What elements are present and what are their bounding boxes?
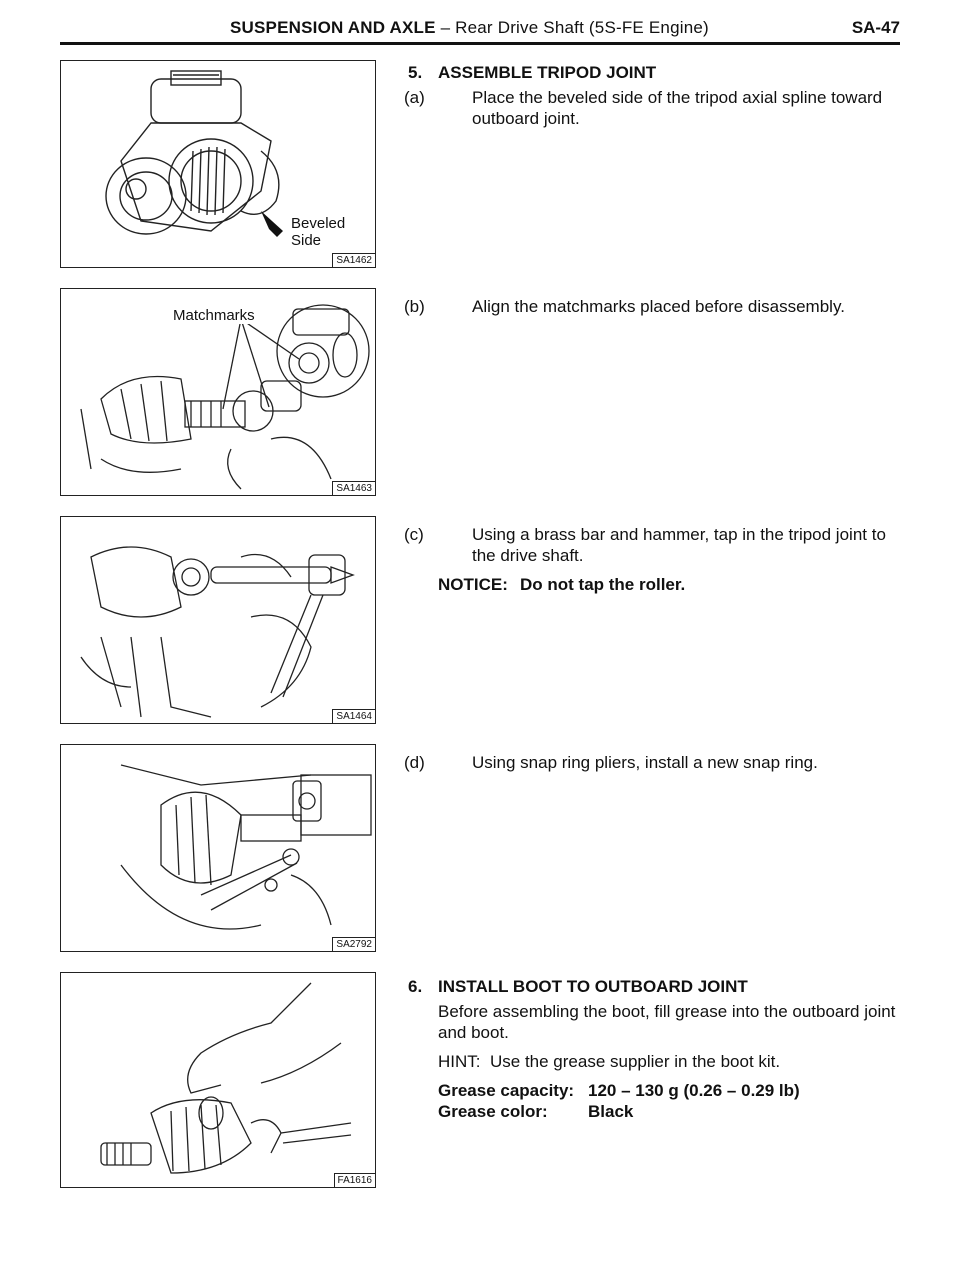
step-5c-text: Using a brass bar and hammer, tap in the tripod joint to the drive shaft. bbox=[472, 525, 886, 565]
grease-capacity-label: Grease capacity: bbox=[438, 1081, 575, 1100]
figure-matchmarks bbox=[60, 288, 376, 496]
beveled-side-arrow bbox=[261, 211, 283, 237]
boot-grease-illustration bbox=[61, 973, 375, 1187]
header-rule bbox=[60, 42, 900, 45]
step-5b-text: Align the matchmarks placed before disassembly. bbox=[472, 297, 845, 316]
step-5b bbox=[404, 296, 908, 317]
step-5b-row bbox=[404, 296, 908, 317]
section-title-sub: – Rear Drive Shaft (5S-FE Engine) bbox=[435, 18, 709, 37]
step-5d-row bbox=[404, 752, 908, 773]
step-5-heading bbox=[408, 62, 908, 83]
figure-tripod-beveled bbox=[60, 60, 376, 268]
snap-ring-pliers-illustration bbox=[61, 745, 375, 951]
step-6-number: 6. bbox=[408, 977, 423, 996]
step-5-title: ASSEMBLE TRIPOD JOINT bbox=[438, 63, 657, 82]
step-5a-text: Place the beveled side of the tripod axial spline toward outboard joint. bbox=[472, 88, 883, 128]
matchmarks-callout: Matchmarks bbox=[173, 307, 255, 324]
figure-code: FA1616 bbox=[334, 1173, 375, 1187]
step-6-text: Before assembling the boot, fill grease into the outboard joint and boot. bbox=[438, 1002, 896, 1042]
notice-text: Do not tap the roller. bbox=[520, 575, 686, 594]
step-5-number: 5. bbox=[408, 63, 423, 82]
step-6-block bbox=[408, 976, 908, 1122]
figure-code: SA2792 bbox=[332, 937, 375, 951]
grease-color-label: Grease color: bbox=[438, 1102, 548, 1121]
brass-bar-hammer-illustration bbox=[61, 517, 375, 723]
step-5c-label: (c) bbox=[404, 525, 424, 544]
step-5d-text: Using snap ring pliers, install a new snap ring. bbox=[472, 753, 818, 772]
figure-code: SA1464 bbox=[332, 709, 375, 723]
hint-label: HINT: bbox=[438, 1052, 481, 1071]
step-5b-label: (b) bbox=[404, 297, 425, 316]
step-6-title: INSTALL BOOT TO OUTBOARD JOINT bbox=[438, 977, 748, 996]
notice-label: NOTICE: bbox=[438, 575, 508, 594]
grease-spec bbox=[408, 1080, 908, 1122]
step-5-block bbox=[404, 62, 908, 129]
grease-capacity-value: 120 – 130 g (0.26 – 0.29 lb) bbox=[588, 1081, 800, 1100]
grease-color-value: Black bbox=[588, 1102, 634, 1121]
step-5d-label: (d) bbox=[404, 753, 425, 772]
figure-boot-grease bbox=[60, 972, 376, 1188]
figure-brass-bar-hammer bbox=[60, 516, 376, 724]
section-title-main: SUSPENSION AND AXLE bbox=[230, 18, 436, 37]
step-6-heading bbox=[408, 976, 908, 997]
step-6-hint bbox=[408, 1051, 908, 1072]
page-header bbox=[60, 14, 900, 44]
figure-code: SA1463 bbox=[332, 481, 375, 495]
hint-text: Use the grease supplier in the boot kit. bbox=[490, 1052, 781, 1071]
section-title bbox=[230, 18, 709, 38]
beveled-side-callout: Beveled Side bbox=[291, 215, 346, 249]
step-5c bbox=[404, 524, 908, 595]
step-5a bbox=[404, 87, 908, 129]
step-5c-row bbox=[404, 524, 908, 566]
page-number: SA-47 bbox=[851, 18, 900, 37]
step-5c-notice bbox=[408, 574, 908, 595]
step-5a-label: (a) bbox=[404, 88, 425, 107]
step-5d bbox=[404, 752, 908, 773]
grease-spec-table bbox=[438, 1080, 908, 1122]
figure-snap-ring-pliers bbox=[60, 744, 376, 952]
figure-code: SA1462 bbox=[332, 253, 375, 267]
